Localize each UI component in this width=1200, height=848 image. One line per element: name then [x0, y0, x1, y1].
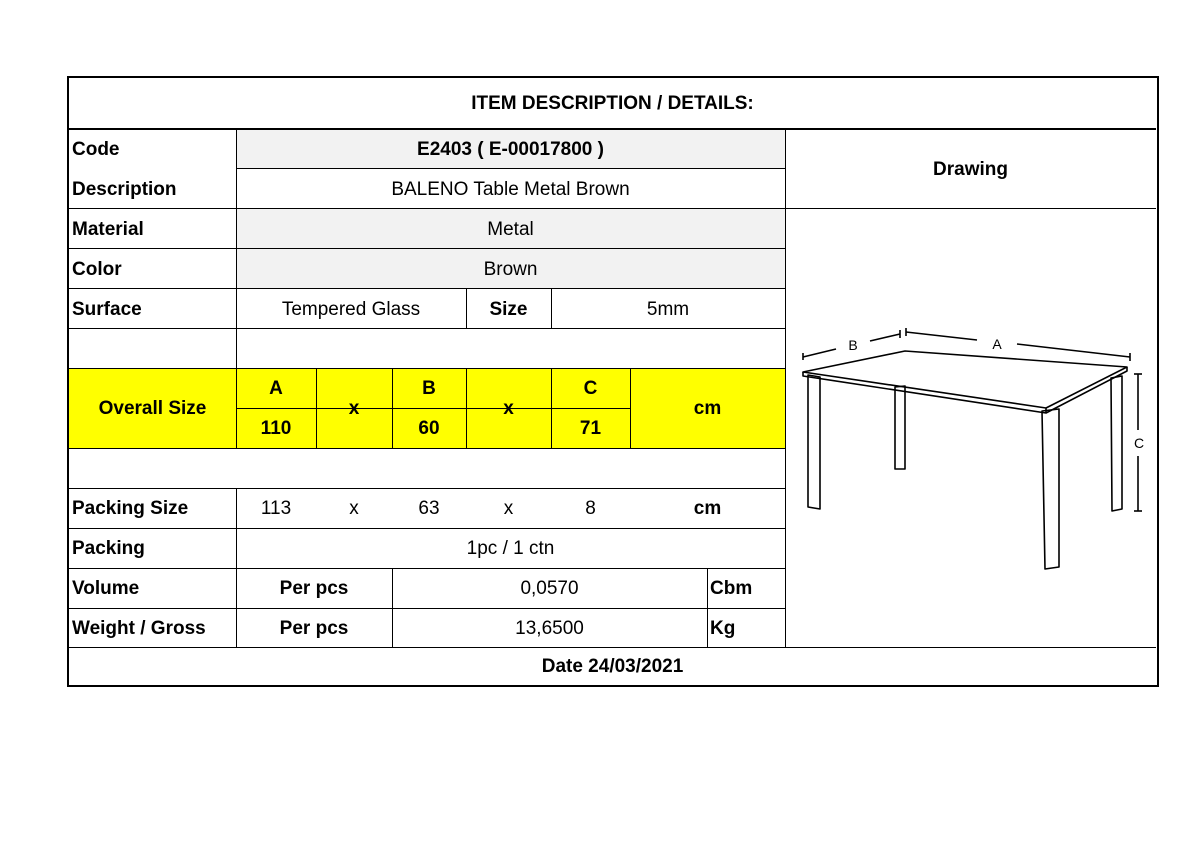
grid-line [466, 289, 467, 329]
grid-line [69, 208, 1156, 209]
grid-line [466, 368, 467, 448]
overall-times-1: x [348, 397, 360, 419]
weight-per: Per pcs [279, 617, 349, 639]
packing-size-times-2: x [503, 497, 514, 519]
grid-line [69, 248, 785, 249]
grid-line [551, 368, 552, 448]
overall-c-value: 71 [579, 417, 602, 439]
grid-line [236, 368, 237, 448]
grid-line [69, 528, 785, 529]
packing-size-times-1: x [349, 497, 359, 519]
volume-value: 0,0570 [520, 577, 579, 599]
overall-times-2: x [503, 397, 514, 419]
grid-line [392, 568, 393, 648]
weight-label: Weight / Gross [72, 617, 206, 639]
size-value: 5mm [646, 298, 690, 320]
material-value: Metal [487, 218, 534, 240]
dimension-a-label: A [992, 336, 1002, 352]
dimension-b-label: B [848, 337, 858, 353]
grid-line [69, 568, 785, 569]
grid-line [236, 408, 630, 409]
grid-line [69, 448, 785, 449]
overall-a-value: 110 [260, 417, 292, 439]
grid-line [707, 568, 708, 648]
overall-size-label: Overall Size [98, 397, 207, 419]
packing-label: Packing [72, 537, 145, 559]
description-label: Description [72, 178, 177, 200]
grid-line [236, 488, 237, 648]
footer-date: Date 24/03/2021 [541, 655, 684, 677]
packing-value: 1pc / 1 ctn [466, 537, 555, 559]
material-label: Material [72, 218, 144, 240]
grid-line [69, 288, 785, 289]
code-label: Code [72, 138, 120, 160]
overall-a-label: A [269, 377, 283, 399]
grid-line [69, 368, 785, 369]
grid-line [630, 368, 631, 448]
footer-divider [69, 647, 1156, 648]
packing-size-a: 113 [260, 497, 292, 519]
weight-value: 13,6500 [515, 617, 584, 639]
description-value: BALENO Table Metal Brown [391, 178, 630, 200]
grid-line [236, 168, 785, 169]
grid-line [69, 328, 785, 329]
drawing-title: Drawing [933, 158, 1008, 180]
packing-size-label: Packing Size [72, 497, 189, 519]
table-drawing [784, 210, 1156, 646]
grid-line [236, 129, 237, 368]
overall-b-label: B [422, 377, 436, 399]
page-title: ITEM DESCRIPTION / DETAILS: [471, 93, 754, 114]
grid-line [69, 488, 785, 489]
header-divider [69, 128, 1156, 130]
size-label: Size [489, 298, 528, 320]
grid-line [69, 608, 785, 609]
overall-unit: cm [693, 397, 722, 419]
grid-line [392, 368, 393, 448]
color-label: Color [72, 258, 122, 280]
weight-unit: Kg [710, 617, 736, 639]
grid-line [316, 368, 317, 448]
packing-size-b: 63 [418, 497, 440, 519]
volume-label: Volume [72, 577, 140, 599]
packing-size-unit: cm [693, 497, 722, 519]
overall-b-value: 60 [418, 417, 440, 439]
surface-value: Tempered Glass [281, 298, 421, 320]
overall-c-label: C [583, 377, 598, 399]
code-value: E2403 ( E-00017800 ) [417, 138, 604, 160]
surface-label: Surface [72, 298, 142, 320]
dimension-c-label: C [1133, 435, 1145, 451]
item-details-sheet [67, 76, 1159, 687]
color-value: Brown [483, 258, 538, 280]
volume-per: Per pcs [279, 577, 349, 599]
grid-line [551, 289, 552, 329]
volume-unit: Cbm [710, 577, 753, 599]
packing-size-c: 8 [585, 497, 596, 519]
